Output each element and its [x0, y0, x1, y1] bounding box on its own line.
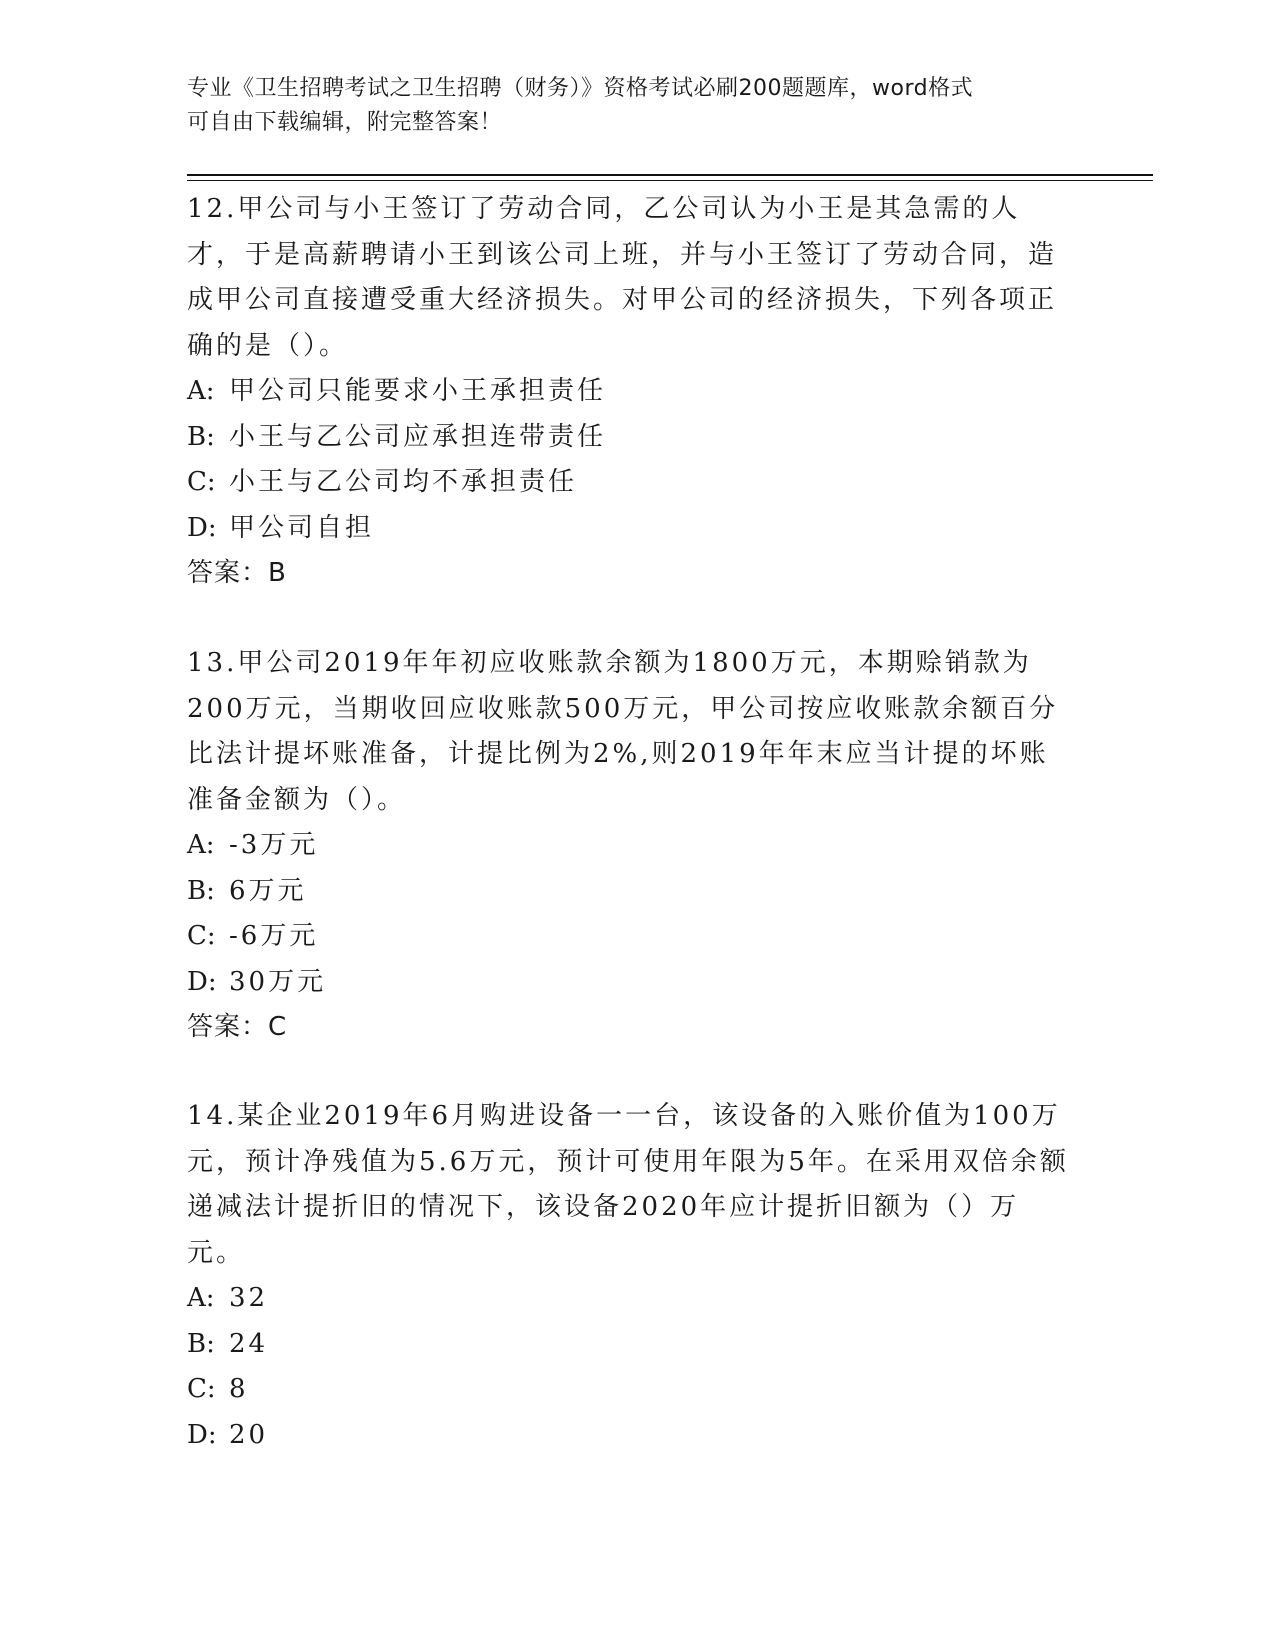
- question-stem: [187, 187, 1077, 369]
- question-text: 甲公司2019年年初应收账款余额为1800万元，本期赊销款为200万元，当期收回应收账款500万元，甲公司按应收账款余额百分比法计提坏账准备，计提比例为2%,则2019年年末应当计提的坏账准备金额为（）。: [187, 648, 1059, 815]
- option-b: [187, 869, 1077, 915]
- option-c: [187, 914, 1077, 960]
- option-text: 30万元: [229, 966, 327, 997]
- option-text: -3万元: [229, 830, 319, 860]
- header-divider-thin: [187, 180, 1153, 181]
- question-12: [187, 187, 1077, 597]
- option-c: [187, 1367, 1077, 1413]
- option-d: [187, 1413, 1077, 1459]
- question-number: 12.: [187, 194, 238, 224]
- question-14: [187, 1094, 1077, 1458]
- question-number: 14.: [187, 1101, 238, 1131]
- option-text: 小王与乙公司应承担连带责任: [229, 421, 607, 452]
- option-letter: C:: [187, 921, 216, 951]
- header-line-1: 专业《卫生招聘考试之卫生招聘（财务）》资格考试必刷200题题库，word格式: [187, 76, 974, 101]
- option-text: 小王与乙公司均不承担责任: [229, 467, 578, 497]
- option-text: 20: [229, 1419, 269, 1450]
- option-letter: C:: [187, 467, 216, 497]
- option-letter: B:: [187, 875, 215, 906]
- option-text: 24: [229, 1328, 269, 1359]
- question-stem: [187, 1094, 1077, 1276]
- option-a: [187, 823, 1077, 869]
- option-d: [187, 506, 1077, 552]
- question-number: 13.: [187, 648, 238, 678]
- answer: 答案：C: [187, 1012, 288, 1042]
- option-letter: A:: [187, 830, 215, 860]
- option-a: [187, 369, 1077, 415]
- option-text: 32: [229, 1283, 269, 1313]
- question-13: [187, 641, 1077, 1051]
- header-divider-thick: [187, 174, 1153, 176]
- option-b: [187, 1322, 1077, 1368]
- option-text: -6万元: [229, 921, 319, 951]
- document-header: [187, 72, 1067, 140]
- option-text: 甲公司只能要求小王承担责任: [229, 376, 607, 406]
- option-letter: D:: [187, 1419, 217, 1450]
- option-letter: A:: [187, 1283, 215, 1313]
- option-text: 甲公司自担: [229, 512, 375, 543]
- option-text: 8: [229, 1374, 249, 1404]
- option-letter: C:: [187, 1374, 216, 1404]
- option-c: [187, 460, 1077, 506]
- option-letter: D:: [187, 966, 217, 997]
- question-stem: [187, 641, 1077, 823]
- question-text: 甲公司与小王签订了劳动合同，乙公司认为小王是其急需的人才，于是高薪聘请小王到该公司上班，并与小王签订了劳动合同，造成甲公司直接遭受重大经济损失。对甲公司的经济损失，下列各项正确的是（）。: [187, 194, 1058, 361]
- option-letter: B:: [187, 1328, 215, 1359]
- option-letter: A:: [187, 376, 215, 406]
- option-a: [187, 1276, 1077, 1322]
- option-d: [187, 960, 1077, 1006]
- header-line-2: 可自由下载编辑，附完整答案！: [187, 110, 503, 135]
- question-text: 某企业2019年6月购进设备一一台，该设备的入账价值为100万元，预计净残值为5.6万元，预计可使用年限为5年。在采用双倍余额递减法计提折旧的情况下，该设备2020年应计提折旧额为（）万元。: [187, 1101, 1069, 1268]
- option-letter: B:: [187, 421, 215, 452]
- option-b: [187, 415, 1077, 461]
- option-letter: D:: [187, 512, 217, 543]
- answer: 答案：B: [187, 558, 287, 588]
- option-text: 6万元: [229, 875, 307, 906]
